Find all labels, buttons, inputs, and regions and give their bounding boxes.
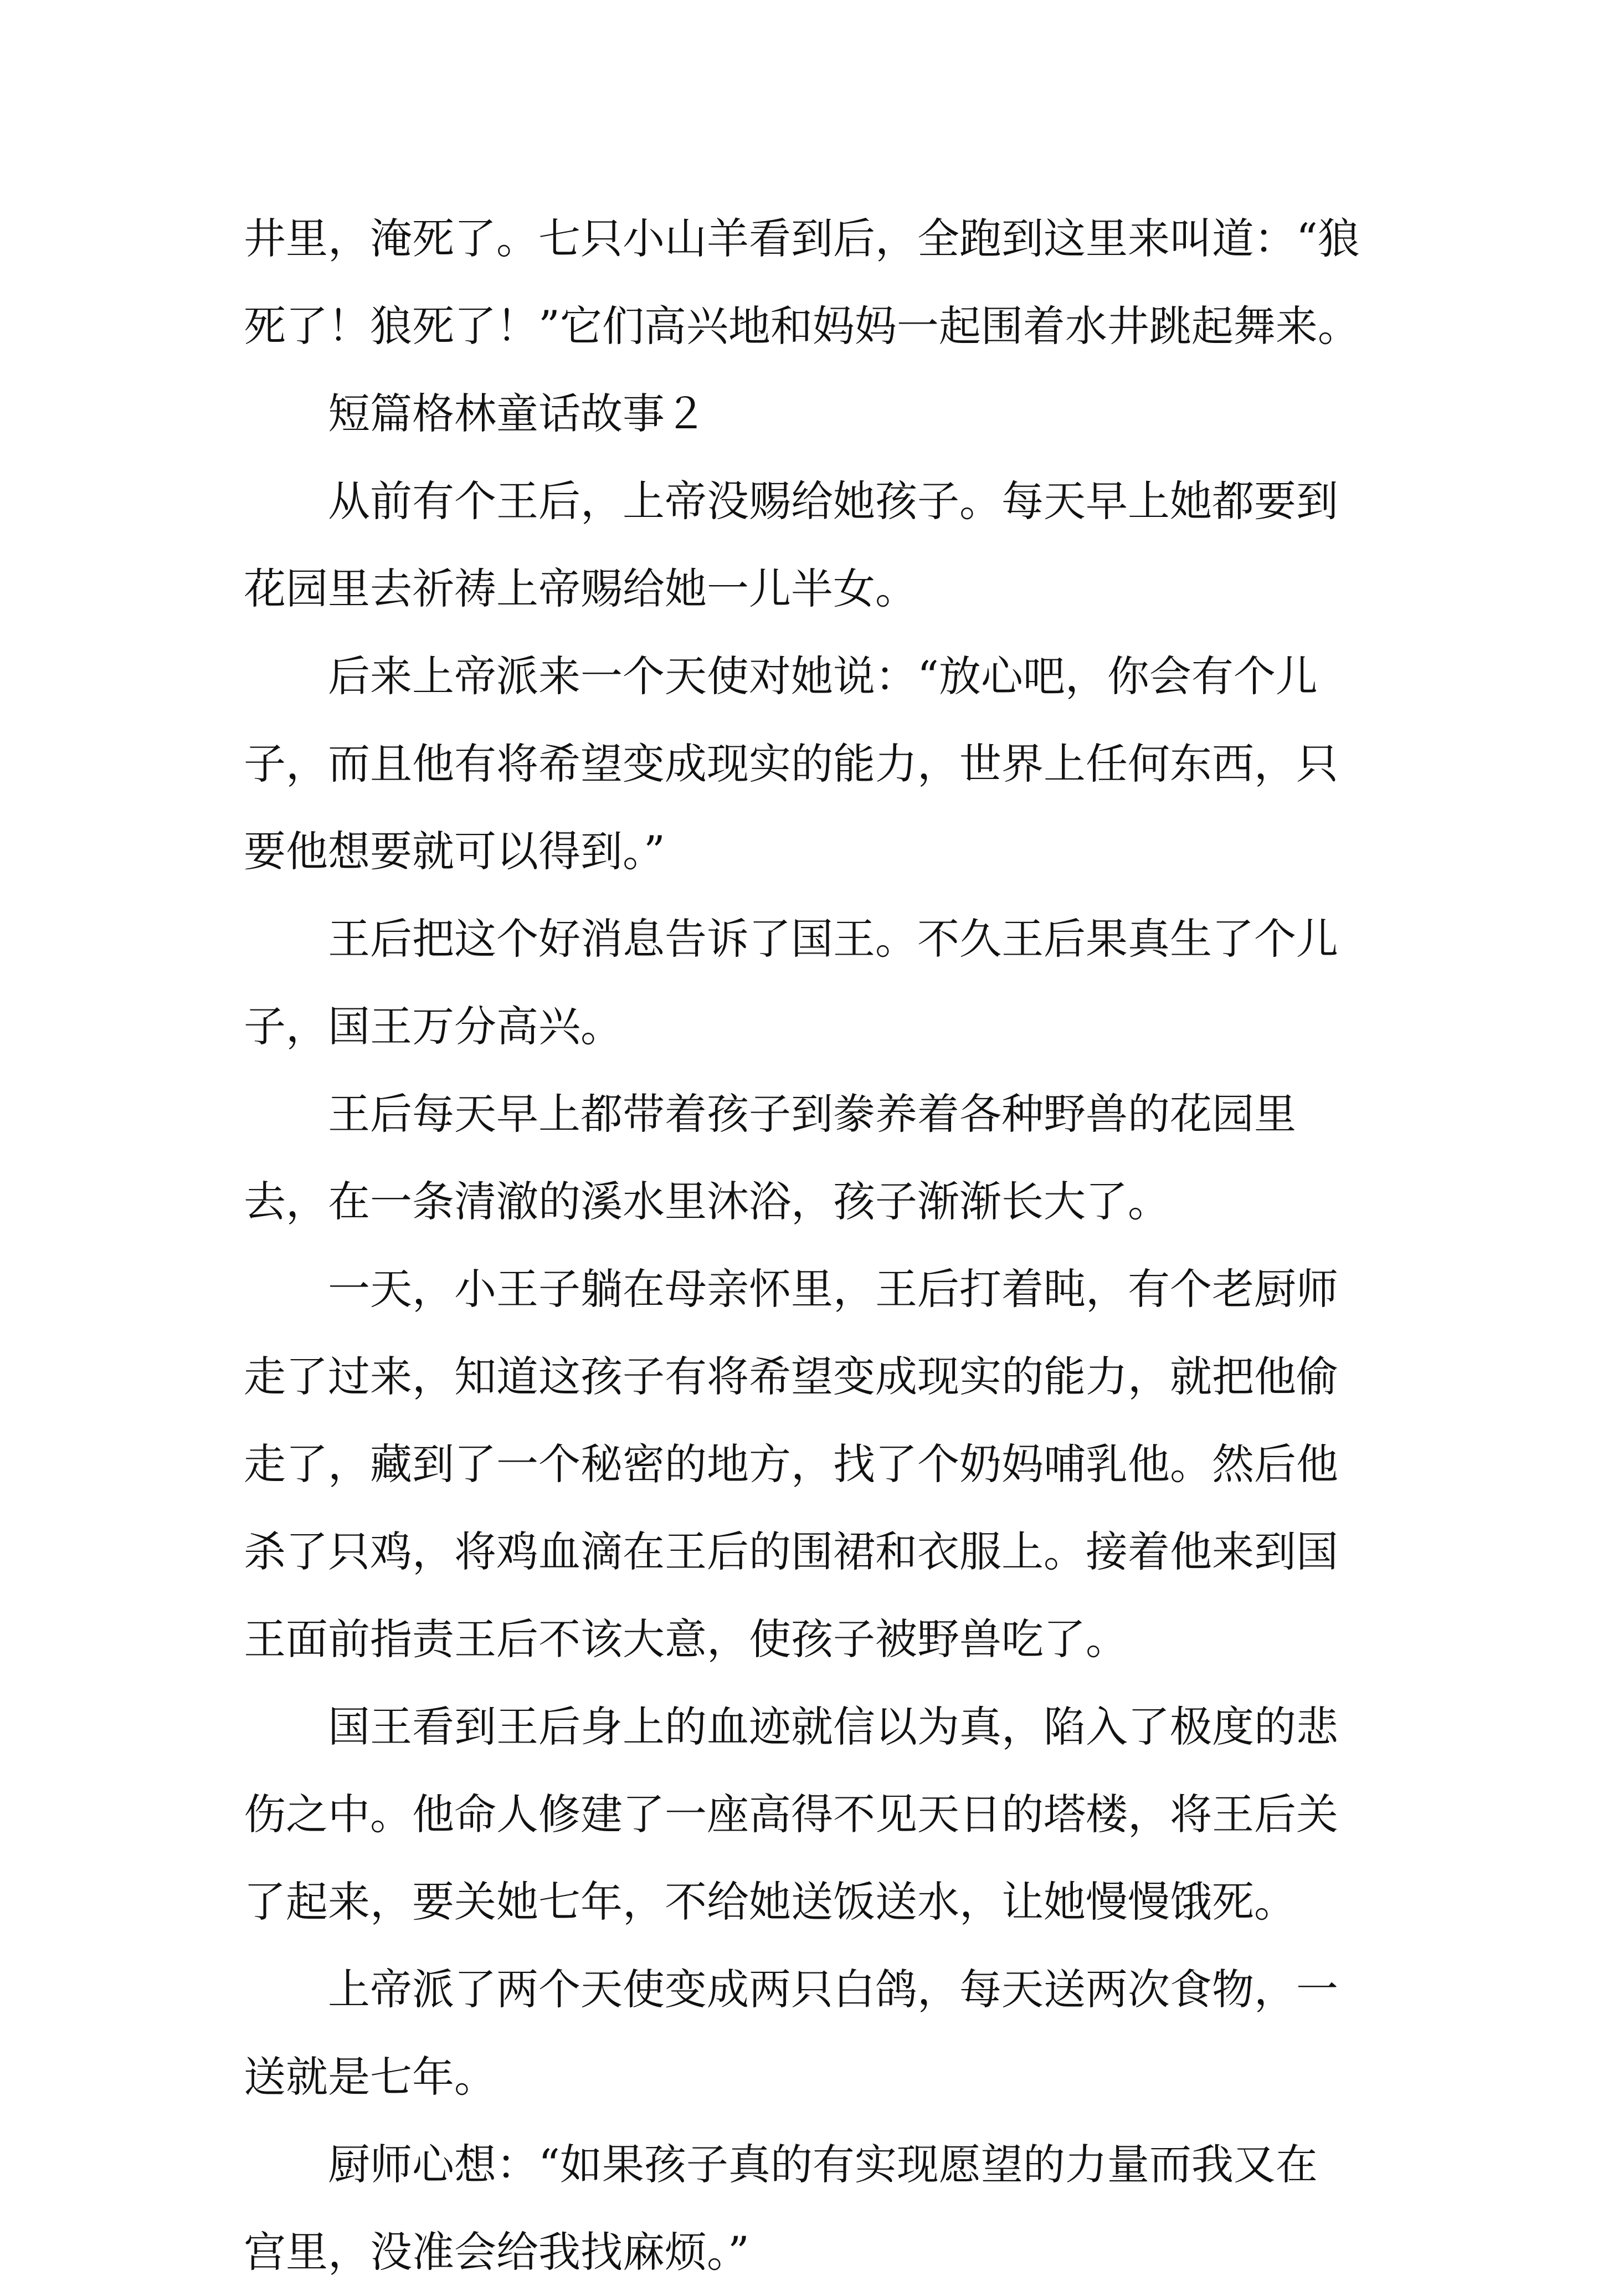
text-line: 厨师心想：“如果孩子真的有实现愿望的力量而我又在 xyxy=(328,2140,1318,2189)
text-line: 了起来，要关她七年，不给她送饭送水，让她慢慢饿死。 xyxy=(244,1877,1296,1926)
text-line: 宫里，没准会给我找麻烦。” xyxy=(244,2227,749,2277)
section-heading: 短篇格林童话故事２ xyxy=(328,389,707,438)
text-line: 走了，藏到了一个秘密的地方，找了个奶妈哺乳他。然后他 xyxy=(244,1439,1338,1489)
text-line: 花园里去祈祷上帝赐给她一儿半女。 xyxy=(244,564,917,613)
text-line: 王后把这个好消息告诉了国王。不久王后果真生了个儿 xyxy=(328,914,1338,964)
text-line: 上帝派了两个天使变成两只白鸽，每天送两次食物，一 xyxy=(328,1965,1338,2014)
story-text xyxy=(244,195,1374,2296)
text-line: 走了过来，知道这孩子有将希望变成现实的能力，就把他偷 xyxy=(244,1352,1338,1401)
text-line: 王面前指责王后不该大意，使孩子被野兽吃了。 xyxy=(244,1615,1128,1664)
text-line: 井里，淹死了。七只小山羊看到后，全跑到这里来叫道：“狼 xyxy=(244,214,1360,263)
text-line: 伤之中。他命人修建了一座高得不见天日的塔楼，将王后关 xyxy=(244,1790,1338,1839)
text-line: 从前有个王后，上帝没赐给她孩子。每天早上她都要到 xyxy=(328,476,1338,526)
text-line: 子，而且他有将希望变成现实的能力，世界上任何东西，只 xyxy=(244,739,1338,788)
text-line: 后来上帝派来一个天使对她说：“放心吧，你会有个儿 xyxy=(328,652,1318,701)
text-line: 一天，小王子躺在母亲怀里，王后打着盹，有个老厨师 xyxy=(328,1264,1338,1314)
text-line: 送就是七年。 xyxy=(244,2052,496,2102)
text-line: 国王看到王后身上的血迹就信以为真，陷入了极度的悲 xyxy=(328,1702,1338,1751)
text-line: 去，在一条清澈的溪水里沐浴，孩子渐渐长大了。 xyxy=(244,1177,1170,1226)
text-line: 王后每天早上都带着孩子到豢养着各种野兽的花园里 xyxy=(328,1089,1296,1139)
text-line: 杀了只鸡，将鸡血滴在王后的围裙和衣服上。接着他来到国 xyxy=(244,1527,1338,1576)
text-line: 子，国王万分高兴。 xyxy=(244,1002,623,1051)
text-line: 死了！狼死了！”它们高兴地和妈妈一起围着水井跳起舞来。 xyxy=(244,301,1360,351)
text-line: 要他想要就可以得到。” xyxy=(244,827,665,876)
